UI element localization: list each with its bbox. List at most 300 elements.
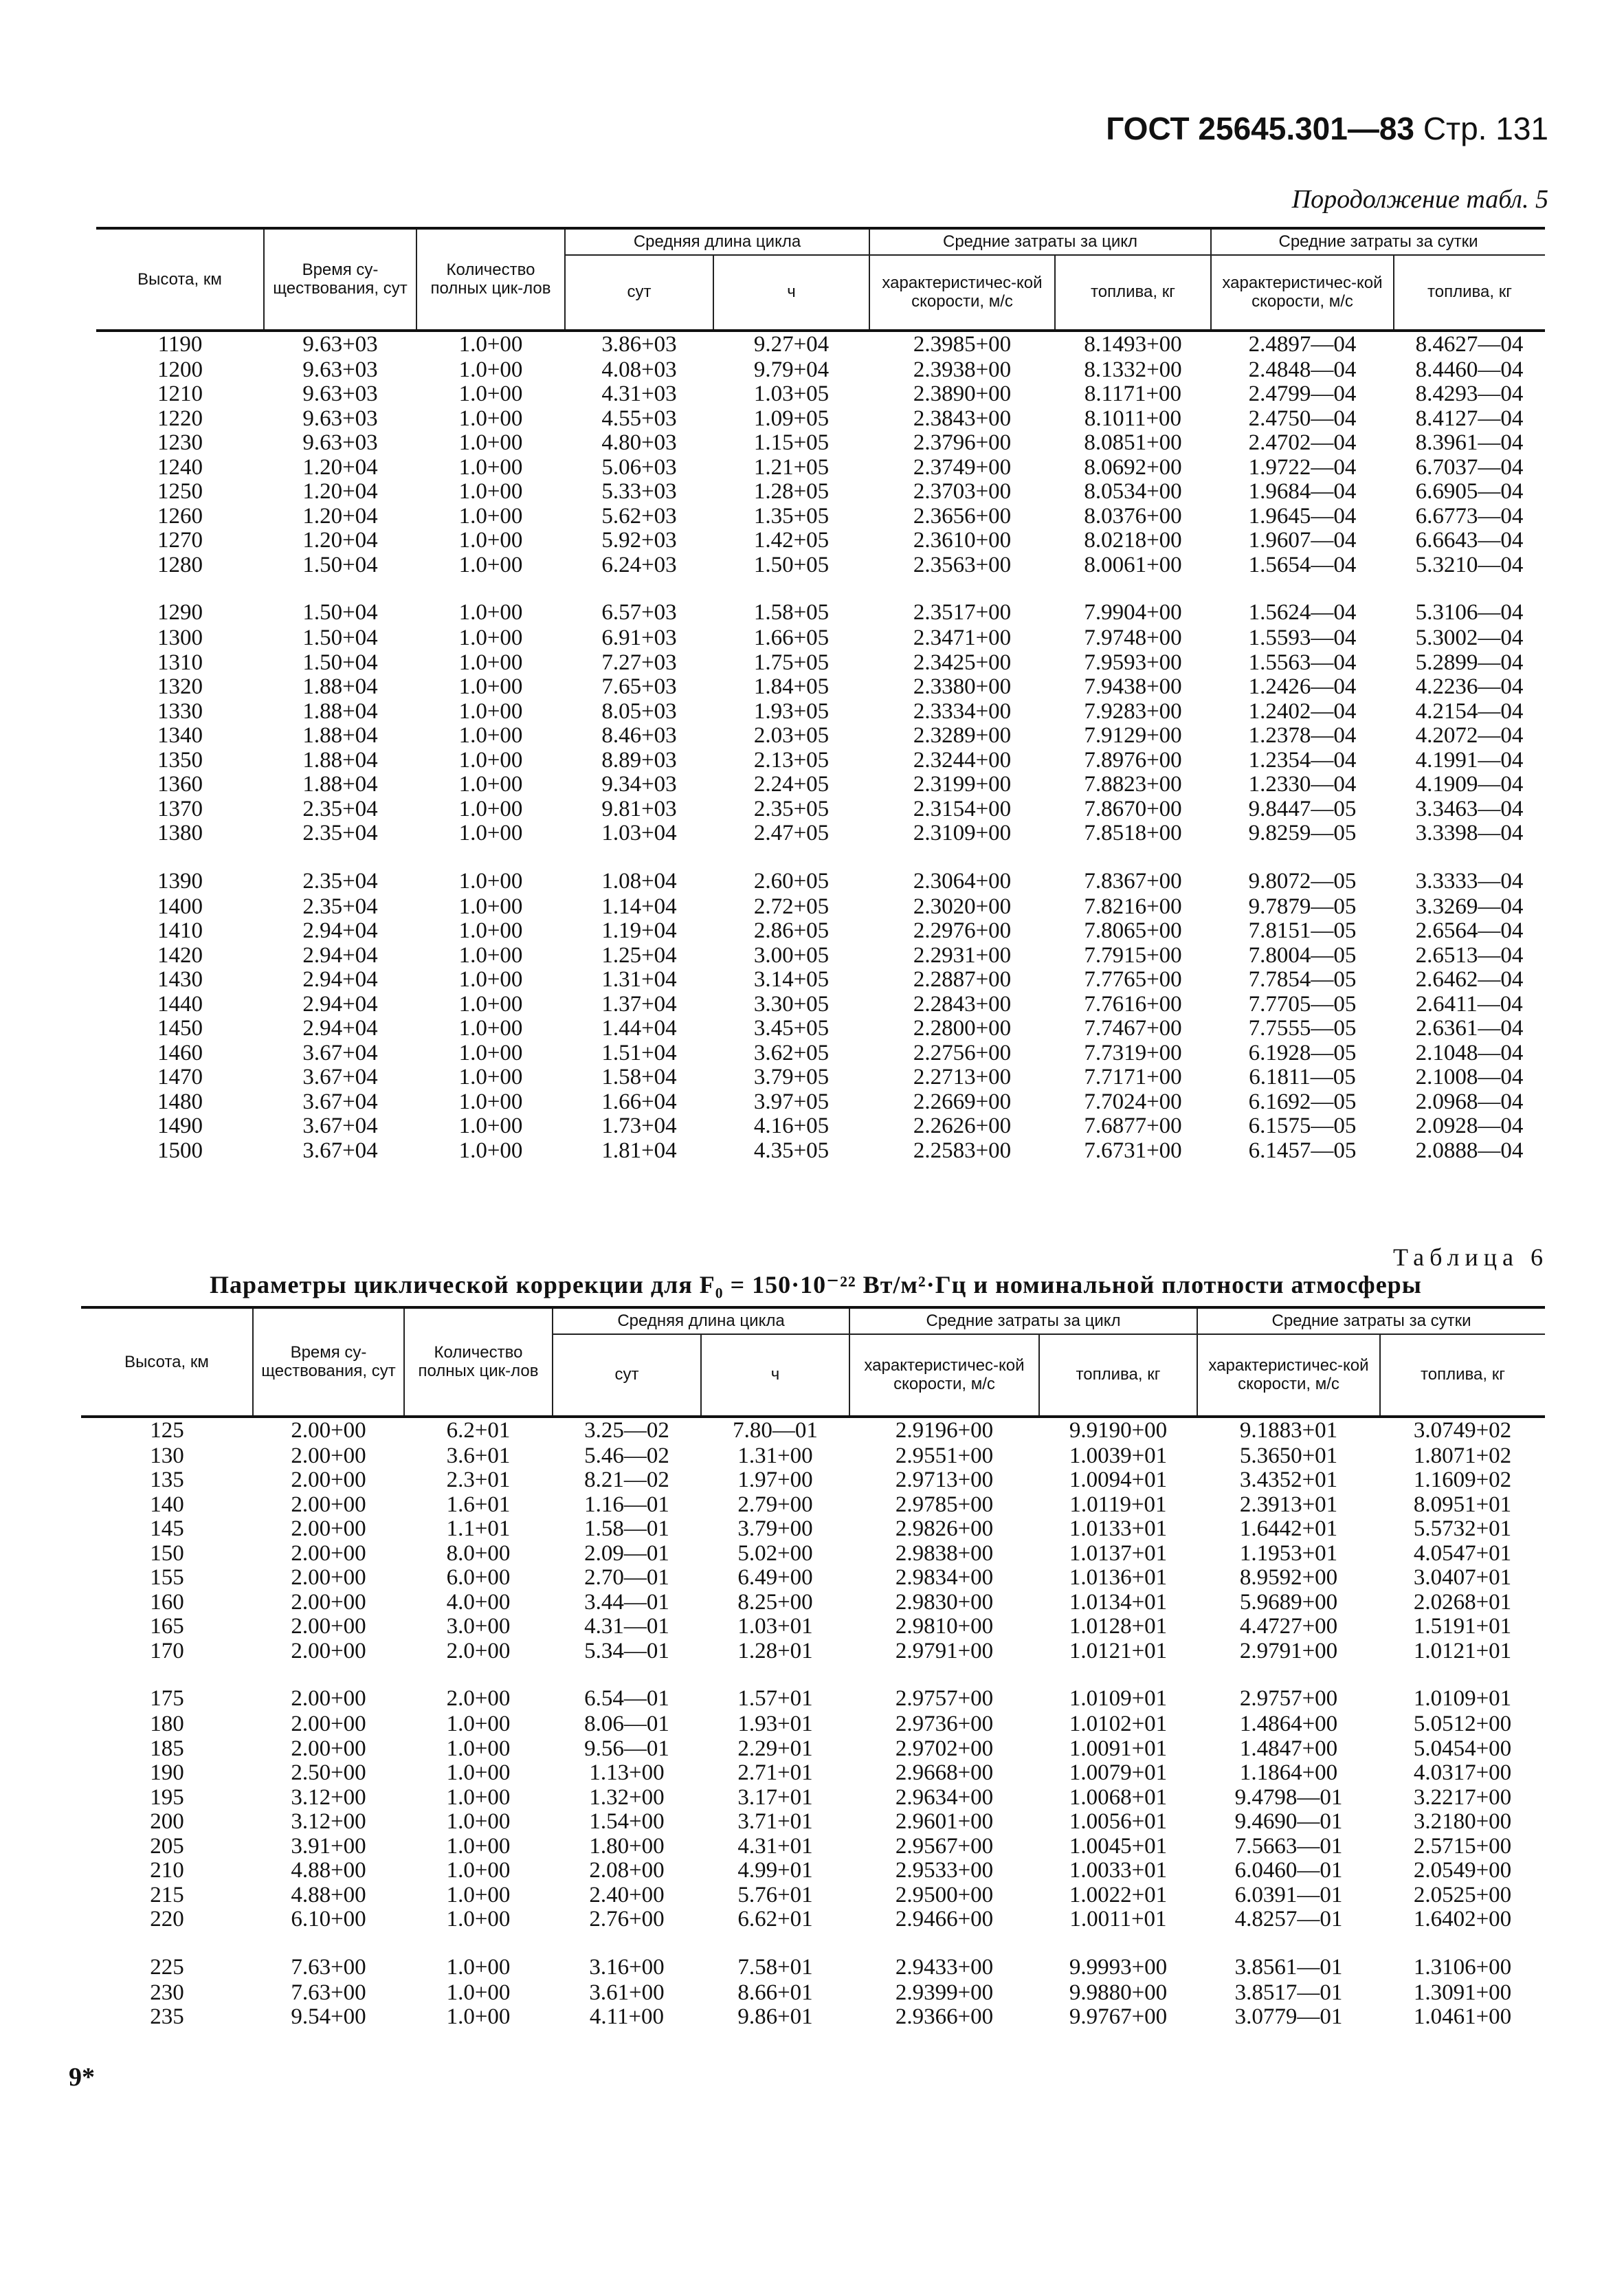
cell-cycle-hours: 9.86+01	[737, 2004, 813, 2030]
cell-cycle-days: 1.19+04	[601, 918, 677, 944]
cell-lifetime: 2.00+00	[291, 1712, 366, 1737]
cell-cycle-speed: 2.2800+00	[913, 1016, 1012, 1041]
cell-cycle-days: 1.81+04	[601, 1138, 677, 1163]
cell-cycles: 3.0+00	[446, 1614, 511, 1639]
table-row	[96, 331, 1545, 358]
cell-day-fuel: 4.2072—04	[1415, 723, 1524, 749]
table-row	[81, 1883, 1545, 1908]
cell-cycle-speed: 2.9500+00	[895, 1882, 994, 1907]
cell-day-fuel: 5.3106—04	[1415, 600, 1524, 626]
cell-cycle-days: 5.46—02	[584, 1443, 669, 1468]
cell-day-speed: 2.4848—04	[1248, 357, 1357, 382]
cell-lifetime: 9.63+03	[302, 406, 378, 431]
cell-cycle-speed: 2.2931+00	[913, 942, 1012, 968]
cell-cycle-days: 5.34—01	[584, 1638, 669, 1663]
cell-cycles: 1.6+01	[446, 1492, 511, 1517]
cell-cycle-hours: 1.93+01	[737, 1712, 813, 1737]
table-row	[96, 505, 1545, 529]
cell-cycle-days: 2.08+00	[589, 1858, 665, 1883]
cell-cycle-speed: 2.9533+00	[895, 1858, 994, 1883]
cell-height: 140	[150, 1492, 184, 1517]
cell-cycle-fuel: 8.0061+00	[1084, 552, 1182, 577]
cell-cycles: 3.6+01	[446, 1443, 511, 1468]
cell-height: 185	[150, 1736, 184, 1761]
cell-cycle-fuel: 7.6877+00	[1084, 1114, 1182, 1139]
cell-height: 1290	[157, 600, 203, 626]
spacer-cell	[81, 1663, 1545, 1686]
spacer-cell	[81, 1932, 1545, 1955]
cell-day-fuel: 1.5191+01	[1413, 1614, 1512, 1639]
cell-cycle-fuel: 7.9904+00	[1084, 600, 1182, 626]
cell-day-fuel: 2.6564—04	[1415, 918, 1524, 944]
table-row	[81, 1417, 1545, 1444]
cell-cycle-speed: 2.3563+00	[913, 552, 1012, 577]
table6-title: Параметры циклической коррекции для F₀ = 150·10⁻²² Вт/м²·Гц и номинальной плотности атмосферы	[210, 1271, 1422, 1298]
cell-cycle-speed: 2.3154+00	[913, 796, 1012, 821]
cell-cycle-days: 7.27+03	[601, 650, 677, 675]
cell-lifetime: 2.00+00	[291, 1540, 366, 1566]
cell-lifetime: 1.20+04	[302, 503, 378, 529]
cell-cycle-hours: 9.79+04	[753, 357, 830, 382]
cell-day-fuel: 5.0454+00	[1413, 1736, 1512, 1761]
cell-cycle-hours: 1.31+00	[737, 1443, 813, 1468]
gost-number: ГОСТ 25645.301—83	[1106, 111, 1415, 146]
col-cost-day-speed: характеристичес-кой скорости, м/с	[1197, 1334, 1380, 1417]
cell-day-speed: 1.1953+01	[1239, 1540, 1338, 1566]
cell-day-speed: 1.5563—04	[1248, 650, 1357, 675]
cell-day-speed: 5.3650+01	[1239, 1443, 1338, 1468]
cell-cycle-fuel: 7.7616+00	[1084, 991, 1182, 1017]
cell-cycle-fuel: 7.9438+00	[1084, 674, 1182, 700]
cell-day-speed: 9.4690—01	[1234, 1809, 1343, 1835]
cell-height: 135	[150, 1468, 184, 1493]
cell-cycle-days: 1.80+00	[589, 1833, 665, 1859]
col-cycles: Количество полных цик-лов	[416, 228, 565, 331]
cell-cycle-speed: 2.3749+00	[913, 454, 1012, 480]
cell-cycles: 1.0+00	[446, 1784, 511, 1810]
cell-cycles: 2.3+01	[446, 1468, 511, 1493]
cell-lifetime: 2.00+00	[291, 1589, 366, 1615]
cell-cycle-days: 2.70—01	[584, 1565, 669, 1591]
cell-cycles: 1.0+00	[446, 2004, 511, 2030]
cell-lifetime: 2.35+04	[302, 796, 378, 821]
cell-day-fuel: 3.2217+00	[1413, 1784, 1512, 1810]
cell-day-fuel: 1.0121+01	[1413, 1638, 1512, 1663]
cell-height: 165	[150, 1614, 184, 1639]
col-lifetime: Время су-ществования, сут	[264, 228, 416, 331]
cell-day-fuel: 2.6411—04	[1416, 991, 1523, 1017]
cell-cycle-days: 1.14+04	[601, 894, 677, 919]
cell-cycle-speed: 2.3425+00	[913, 650, 1012, 675]
table-row	[96, 797, 1545, 822]
cell-height: 160	[150, 1589, 184, 1615]
cell-cycle-speed: 2.9713+00	[895, 1468, 994, 1493]
cell-cycle-hours: 2.24+05	[753, 772, 830, 797]
cell-cycle-days: 5.62+03	[601, 503, 677, 529]
table-row	[96, 600, 1545, 626]
table-row	[81, 1737, 1545, 1762]
cell-cycle-fuel: 7.9593+00	[1084, 650, 1182, 675]
cell-day-fuel: 8.4127—04	[1415, 406, 1524, 431]
cell-day-fuel: 1.3106+00	[1413, 1954, 1512, 1980]
table-row	[96, 869, 1545, 895]
cell-cycle-hours: 3.97+05	[753, 1089, 830, 1114]
cell-cycles: 1.0+00	[446, 1907, 511, 1932]
cell-cycle-hours: 2.71+01	[737, 1760, 813, 1786]
cell-cycle-speed: 2.3985+00	[913, 331, 1012, 357]
cell-day-speed: 7.7705—05	[1248, 991, 1357, 1017]
cell-lifetime: 2.94+04	[302, 1016, 378, 1041]
cell-day-fuel: 2.0525+00	[1413, 1882, 1512, 1907]
cell-day-fuel: 4.1991—04	[1415, 747, 1524, 773]
cell-cycle-hours: 2.29+01	[737, 1736, 813, 1761]
cell-cycle-speed: 2.3610+00	[913, 528, 1012, 553]
cell-height: 130	[150, 1443, 184, 1468]
table-row	[96, 919, 1545, 944]
cell-height: 1330	[157, 698, 203, 724]
cell-cycle-days: 3.16+00	[589, 1954, 665, 1980]
table-row	[81, 1517, 1545, 1542]
cell-cycle-hours: 2.60+05	[753, 868, 830, 894]
cell-day-fuel: 3.3269—04	[1415, 894, 1524, 919]
cell-height: 1490	[157, 1114, 203, 1139]
col-cost-cycle-fuel: топлива, кг	[1055, 255, 1211, 331]
cell-cycle-speed: 2.3380+00	[913, 674, 1012, 700]
cell-lifetime: 9.63+03	[302, 357, 378, 382]
cell-cycles: 1.0+00	[458, 1138, 523, 1163]
cell-cycle-hours: 6.62+01	[737, 1907, 813, 1932]
cell-cycle-days: 6.24+03	[601, 552, 677, 577]
table6-label: Таблица 6	[1393, 1243, 1548, 1271]
cell-day-speed: 9.8259—05	[1248, 821, 1357, 846]
cell-cycle-days: 4.80+03	[601, 430, 677, 456]
cell-cycle-hours: 3.79+00	[737, 1516, 813, 1542]
table-row	[81, 1712, 1545, 1737]
cell-cycle-hours: 1.28+01	[737, 1638, 813, 1663]
cell-cycle-speed: 2.3064+00	[913, 868, 1012, 894]
cell-cycle-days: 6.91+03	[601, 626, 677, 651]
cell-cycle-hours: 1.75+05	[753, 650, 830, 675]
cell-cycle-hours: 2.79+00	[737, 1492, 813, 1517]
table-row	[96, 944, 1545, 969]
cell-cycle-speed: 2.3109+00	[913, 821, 1012, 846]
cell-lifetime: 1.20+04	[302, 454, 378, 480]
cell-day-fuel: 6.6773—04	[1415, 503, 1524, 529]
cell-cycles: 1.0+00	[458, 1114, 523, 1139]
table-row	[96, 529, 1545, 553]
cell-cycle-speed: 2.3244+00	[913, 747, 1012, 773]
cell-cycle-hours: 1.03+05	[753, 381, 830, 407]
cell-cycle-fuel: 1.0136+01	[1069, 1565, 1168, 1591]
cell-cycle-fuel: 1.0137+01	[1069, 1540, 1168, 1566]
table-row	[96, 675, 1545, 700]
cell-cycle-hours: 4.35+05	[753, 1138, 830, 1163]
cell-height: 1230	[157, 430, 203, 456]
cell-cycle-hours: 1.03+01	[737, 1614, 813, 1639]
cell-height: 1200	[157, 357, 203, 382]
group-spacer	[81, 1932, 1545, 1955]
cell-cycle-speed: 2.9838+00	[895, 1540, 994, 1566]
cell-cycle-hours: 3.00+05	[753, 942, 830, 968]
cell-height: 145	[150, 1516, 184, 1542]
cell-cycle-hours: 2.47+05	[753, 821, 830, 846]
cell-height: 1320	[157, 674, 203, 700]
cell-cycles: 1.0+00	[458, 357, 523, 382]
cell-cycles: 1.0+00	[458, 674, 523, 700]
col-lifetime: Время су-ществования, сут	[253, 1307, 404, 1417]
cell-day-fuel: 6.6905—04	[1415, 479, 1524, 505]
cell-lifetime: 3.67+04	[302, 1114, 378, 1139]
cell-day-speed: 1.2354—04	[1248, 747, 1357, 773]
cell-cycle-hours: 9.27+04	[753, 331, 830, 357]
cell-day-speed: 6.1928—05	[1248, 1040, 1357, 1065]
cell-lifetime: 1.50+04	[302, 650, 378, 675]
cell-cycle-speed: 2.9601+00	[895, 1809, 994, 1835]
cell-day-speed: 1.5654—04	[1248, 552, 1357, 577]
cell-day-fuel: 2.1008—04	[1415, 1065, 1524, 1090]
table-row	[96, 724, 1545, 749]
group-spacer	[96, 577, 1545, 600]
cell-cycle-fuel: 8.0218+00	[1084, 528, 1182, 553]
cell-cycle-fuel: 1.0102+01	[1069, 1712, 1168, 1737]
cell-day-fuel: 4.0317+00	[1413, 1760, 1512, 1786]
cell-cycle-hours: 8.25+00	[737, 1589, 813, 1615]
page-number: Стр. 131	[1423, 111, 1548, 146]
cell-day-speed: 9.8072—05	[1248, 868, 1357, 894]
group-spacer	[81, 1663, 1545, 1686]
cell-cycle-days: 1.03+04	[601, 821, 677, 846]
col-avg-cycle: Средняя длина цикла	[553, 1307, 849, 1334]
cell-day-speed: 7.8004—05	[1248, 942, 1357, 968]
cell-day-fuel: 4.2154—04	[1415, 698, 1524, 724]
cell-cycles: 1.0+00	[446, 1809, 511, 1835]
cell-cycle-fuel: 1.0091+01	[1069, 1736, 1168, 1761]
cell-cycle-hours: 4.16+05	[753, 1114, 830, 1139]
cell-height: 1430	[157, 967, 203, 993]
col-avg-cycle-days: сут	[553, 1334, 701, 1417]
cell-cycle-speed: 2.9366+00	[895, 2004, 994, 2030]
cell-cycle-fuel: 7.7915+00	[1084, 942, 1182, 968]
cell-cycle-hours: 1.93+05	[753, 698, 830, 724]
cell-cycle-days: 3.25—02	[584, 1417, 669, 1443]
cell-cycles: 1.0+00	[458, 503, 523, 529]
spacer-cell	[96, 577, 1545, 600]
cell-cycle-speed: 2.2756+00	[913, 1040, 1012, 1065]
cell-cycle-days: 1.08+04	[601, 868, 677, 894]
cell-cycle-days: 1.51+04	[601, 1040, 677, 1065]
cell-day-speed: 9.4798—01	[1234, 1784, 1343, 1810]
cell-cycle-fuel: 7.9129+00	[1084, 723, 1182, 749]
cell-cycle-speed: 2.3938+00	[913, 357, 1012, 382]
cell-lifetime: 1.50+04	[302, 552, 378, 577]
cell-cycle-fuel: 7.8670+00	[1084, 796, 1182, 821]
cell-height: 1340	[157, 723, 203, 749]
cell-cycles: 1.0+00	[458, 747, 523, 773]
cell-lifetime: 2.00+00	[291, 1417, 366, 1443]
cell-cycle-speed: 2.9702+00	[895, 1736, 994, 1761]
cell-cycle-hours: 2.13+05	[753, 747, 830, 773]
cell-cycle-hours: 1.42+05	[753, 528, 830, 553]
cell-cycle-days: 6.57+03	[601, 600, 677, 626]
cell-height: 1470	[157, 1065, 203, 1090]
cell-day-fuel: 2.6513—04	[1415, 942, 1524, 968]
cell-cycles: 1.0+00	[458, 528, 523, 553]
cell-height: 1460	[157, 1040, 203, 1065]
cell-cycle-days: 3.61+00	[589, 1980, 665, 2005]
cell-cycle-days: 5.06+03	[601, 454, 677, 480]
table-row	[81, 1810, 1545, 1835]
cell-cycle-days: 8.05+03	[601, 698, 677, 724]
signature-mark: 9*	[69, 2063, 95, 2092]
cell-cycle-fuel: 7.7171+00	[1084, 1065, 1182, 1090]
table-row	[96, 1065, 1545, 1090]
cell-day-speed: 4.8257—01	[1234, 1907, 1343, 1932]
cell-lifetime: 1.88+04	[302, 747, 378, 773]
cell-cycle-hours: 3.14+05	[753, 967, 830, 993]
cell-cycle-hours: 5.76+01	[737, 1882, 813, 1907]
cell-cycle-fuel: 7.6731+00	[1084, 1138, 1182, 1163]
cell-cycle-fuel: 1.0128+01	[1069, 1614, 1168, 1639]
cell-height: 1270	[157, 528, 203, 553]
cell-cycle-days: 1.32+00	[589, 1784, 665, 1810]
cell-cycle-hours: 3.30+05	[753, 991, 830, 1017]
cell-cycle-hours: 2.86+05	[753, 918, 830, 944]
cell-cycle-hours: 2.72+05	[753, 894, 830, 919]
table-row	[96, 993, 1545, 1017]
cell-cycle-speed: 2.3334+00	[913, 698, 1012, 724]
cell-day-speed: 1.9684—04	[1248, 479, 1357, 505]
cell-cycle-fuel: 8.1171+00	[1084, 381, 1182, 407]
cell-day-speed: 1.5593—04	[1248, 626, 1357, 651]
cell-cycle-days: 8.21—02	[584, 1468, 669, 1493]
cell-day-speed: 9.7879—05	[1248, 894, 1357, 919]
table-row	[96, 1017, 1545, 1041]
cell-cycle-days: 7.65+03	[601, 674, 677, 700]
cell-cycles: 1.0+00	[458, 1040, 523, 1065]
cell-day-fuel: 3.3398—04	[1415, 821, 1524, 846]
col-cost-cycle-speed: характеристичес-кой скорости, м/с	[869, 255, 1055, 331]
table-row	[96, 382, 1545, 407]
cell-lifetime: 2.50+00	[291, 1760, 366, 1786]
cell-lifetime: 1.50+04	[302, 626, 378, 651]
cell-cycle-days: 1.37+04	[601, 991, 677, 1017]
table-row	[81, 1566, 1545, 1591]
col-cost-day-speed: характеристичес-кой скорости, м/с	[1211, 255, 1394, 331]
cell-cycle-days: 1.66+04	[601, 1089, 677, 1114]
table-row	[81, 1859, 1545, 1883]
col-cycles: Количество полных цик-лов	[404, 1307, 553, 1417]
cell-cycle-speed: 2.3796+00	[913, 430, 1012, 456]
table-row	[96, 1041, 1545, 1066]
cell-cycle-fuel: 1.0056+01	[1069, 1809, 1168, 1835]
table5-continuation-label: Породолжение табл. 5	[1291, 185, 1548, 214]
cell-day-speed: 2.9791+00	[1239, 1638, 1338, 1663]
cell-cycle-days: 9.56—01	[584, 1736, 669, 1761]
cell-cycle-hours: 7.80—01	[733, 1417, 818, 1443]
cell-lifetime: 3.12+00	[291, 1809, 366, 1835]
cell-cycle-days: 1.31+04	[601, 967, 677, 993]
cell-cycle-fuel: 8.0851+00	[1084, 430, 1182, 456]
cell-day-speed: 4.4727+00	[1239, 1614, 1338, 1639]
cell-day-fuel: 5.3002—04	[1415, 626, 1524, 651]
cell-cycle-days: 4.31—01	[584, 1614, 669, 1639]
cell-cycle-fuel: 9.9190+00	[1069, 1417, 1168, 1443]
table-6	[81, 1306, 1545, 2030]
cell-cycles: 1.0+00	[458, 381, 523, 407]
cell-cycle-days: 4.08+03	[601, 357, 677, 382]
cell-height: 1220	[157, 406, 203, 431]
cell-cycle-fuel: 9.9767+00	[1069, 2004, 1168, 2030]
cell-day-speed: 1.2402—04	[1248, 698, 1357, 724]
cell-height: 1240	[157, 454, 203, 480]
cell-height: 1310	[157, 650, 203, 675]
cell-cycle-days: 8.06—01	[584, 1712, 669, 1737]
table-row	[96, 480, 1545, 505]
cell-lifetime: 2.35+04	[302, 868, 378, 894]
cell-cycle-days: 8.89+03	[601, 747, 677, 773]
table-row	[96, 895, 1545, 920]
cell-lifetime: 3.12+00	[291, 1784, 366, 1810]
cell-lifetime: 2.94+04	[302, 967, 378, 993]
cell-day-speed: 1.4847+00	[1239, 1736, 1338, 1761]
col-cost-day: Средние затраты за сутки	[1211, 228, 1545, 255]
table-row	[81, 1444, 1545, 1469]
table-row	[81, 1542, 1545, 1567]
cell-cycle-hours: 1.66+05	[753, 626, 830, 651]
cell-cycle-hours: 5.02+00	[737, 1540, 813, 1566]
cell-cycle-fuel: 1.0079+01	[1069, 1760, 1168, 1786]
cell-cycle-fuel: 9.9880+00	[1069, 1980, 1168, 2005]
cell-cycle-speed: 2.2843+00	[913, 991, 1012, 1017]
cell-cycle-fuel: 7.7467+00	[1084, 1016, 1182, 1041]
cell-cycle-days: 1.73+04	[601, 1114, 677, 1139]
cell-day-speed: 1.6442+01	[1239, 1516, 1338, 1542]
cell-cycle-fuel: 1.0033+01	[1069, 1858, 1168, 1883]
table-row	[96, 1139, 1545, 1164]
table-row	[96, 456, 1545, 480]
cell-cycle-speed: 2.2976+00	[913, 918, 1012, 944]
cell-lifetime: 9.63+03	[302, 331, 378, 357]
cell-cycle-speed: 2.9785+00	[895, 1492, 994, 1517]
cell-cycle-fuel: 8.1493+00	[1084, 331, 1182, 357]
cell-day-fuel: 2.6361—04	[1415, 1016, 1524, 1041]
cell-cycle-fuel: 1.0119+01	[1069, 1492, 1167, 1517]
cell-cycle-days: 1.54+00	[589, 1809, 665, 1835]
cell-cycle-speed: 2.3656+00	[913, 503, 1012, 529]
cell-cycle-days: 2.09—01	[584, 1540, 669, 1566]
cell-day-fuel: 8.4627—04	[1415, 331, 1524, 357]
cell-day-fuel: 2.1048—04	[1415, 1040, 1524, 1065]
cell-height: 1400	[157, 894, 203, 919]
cell-cycle-hours: 1.21+05	[753, 454, 830, 480]
cell-height: 170	[150, 1638, 184, 1663]
cell-lifetime: 3.67+04	[302, 1089, 378, 1114]
cell-height: 1380	[157, 821, 203, 846]
cell-cycle-hours: 3.71+01	[737, 1809, 813, 1835]
cell-cycle-speed: 2.3843+00	[913, 406, 1012, 431]
cell-cycle-speed: 2.2626+00	[913, 1114, 1012, 1139]
cell-height: 200	[150, 1809, 184, 1835]
cell-cycles: 6.0+00	[446, 1565, 511, 1591]
cell-cycles: 1.0+00	[458, 430, 523, 456]
cell-day-speed: 6.1575—05	[1248, 1114, 1357, 1139]
cell-lifetime: 2.94+04	[302, 942, 378, 968]
cell-cycle-speed: 2.2713+00	[913, 1065, 1012, 1090]
cell-lifetime: 1.88+04	[302, 698, 378, 724]
cell-cycle-fuel: 1.0039+01	[1069, 1443, 1168, 1468]
cell-cycles: 1.0+00	[446, 1954, 511, 1980]
cell-cycle-hours: 8.66+01	[737, 1980, 813, 2005]
